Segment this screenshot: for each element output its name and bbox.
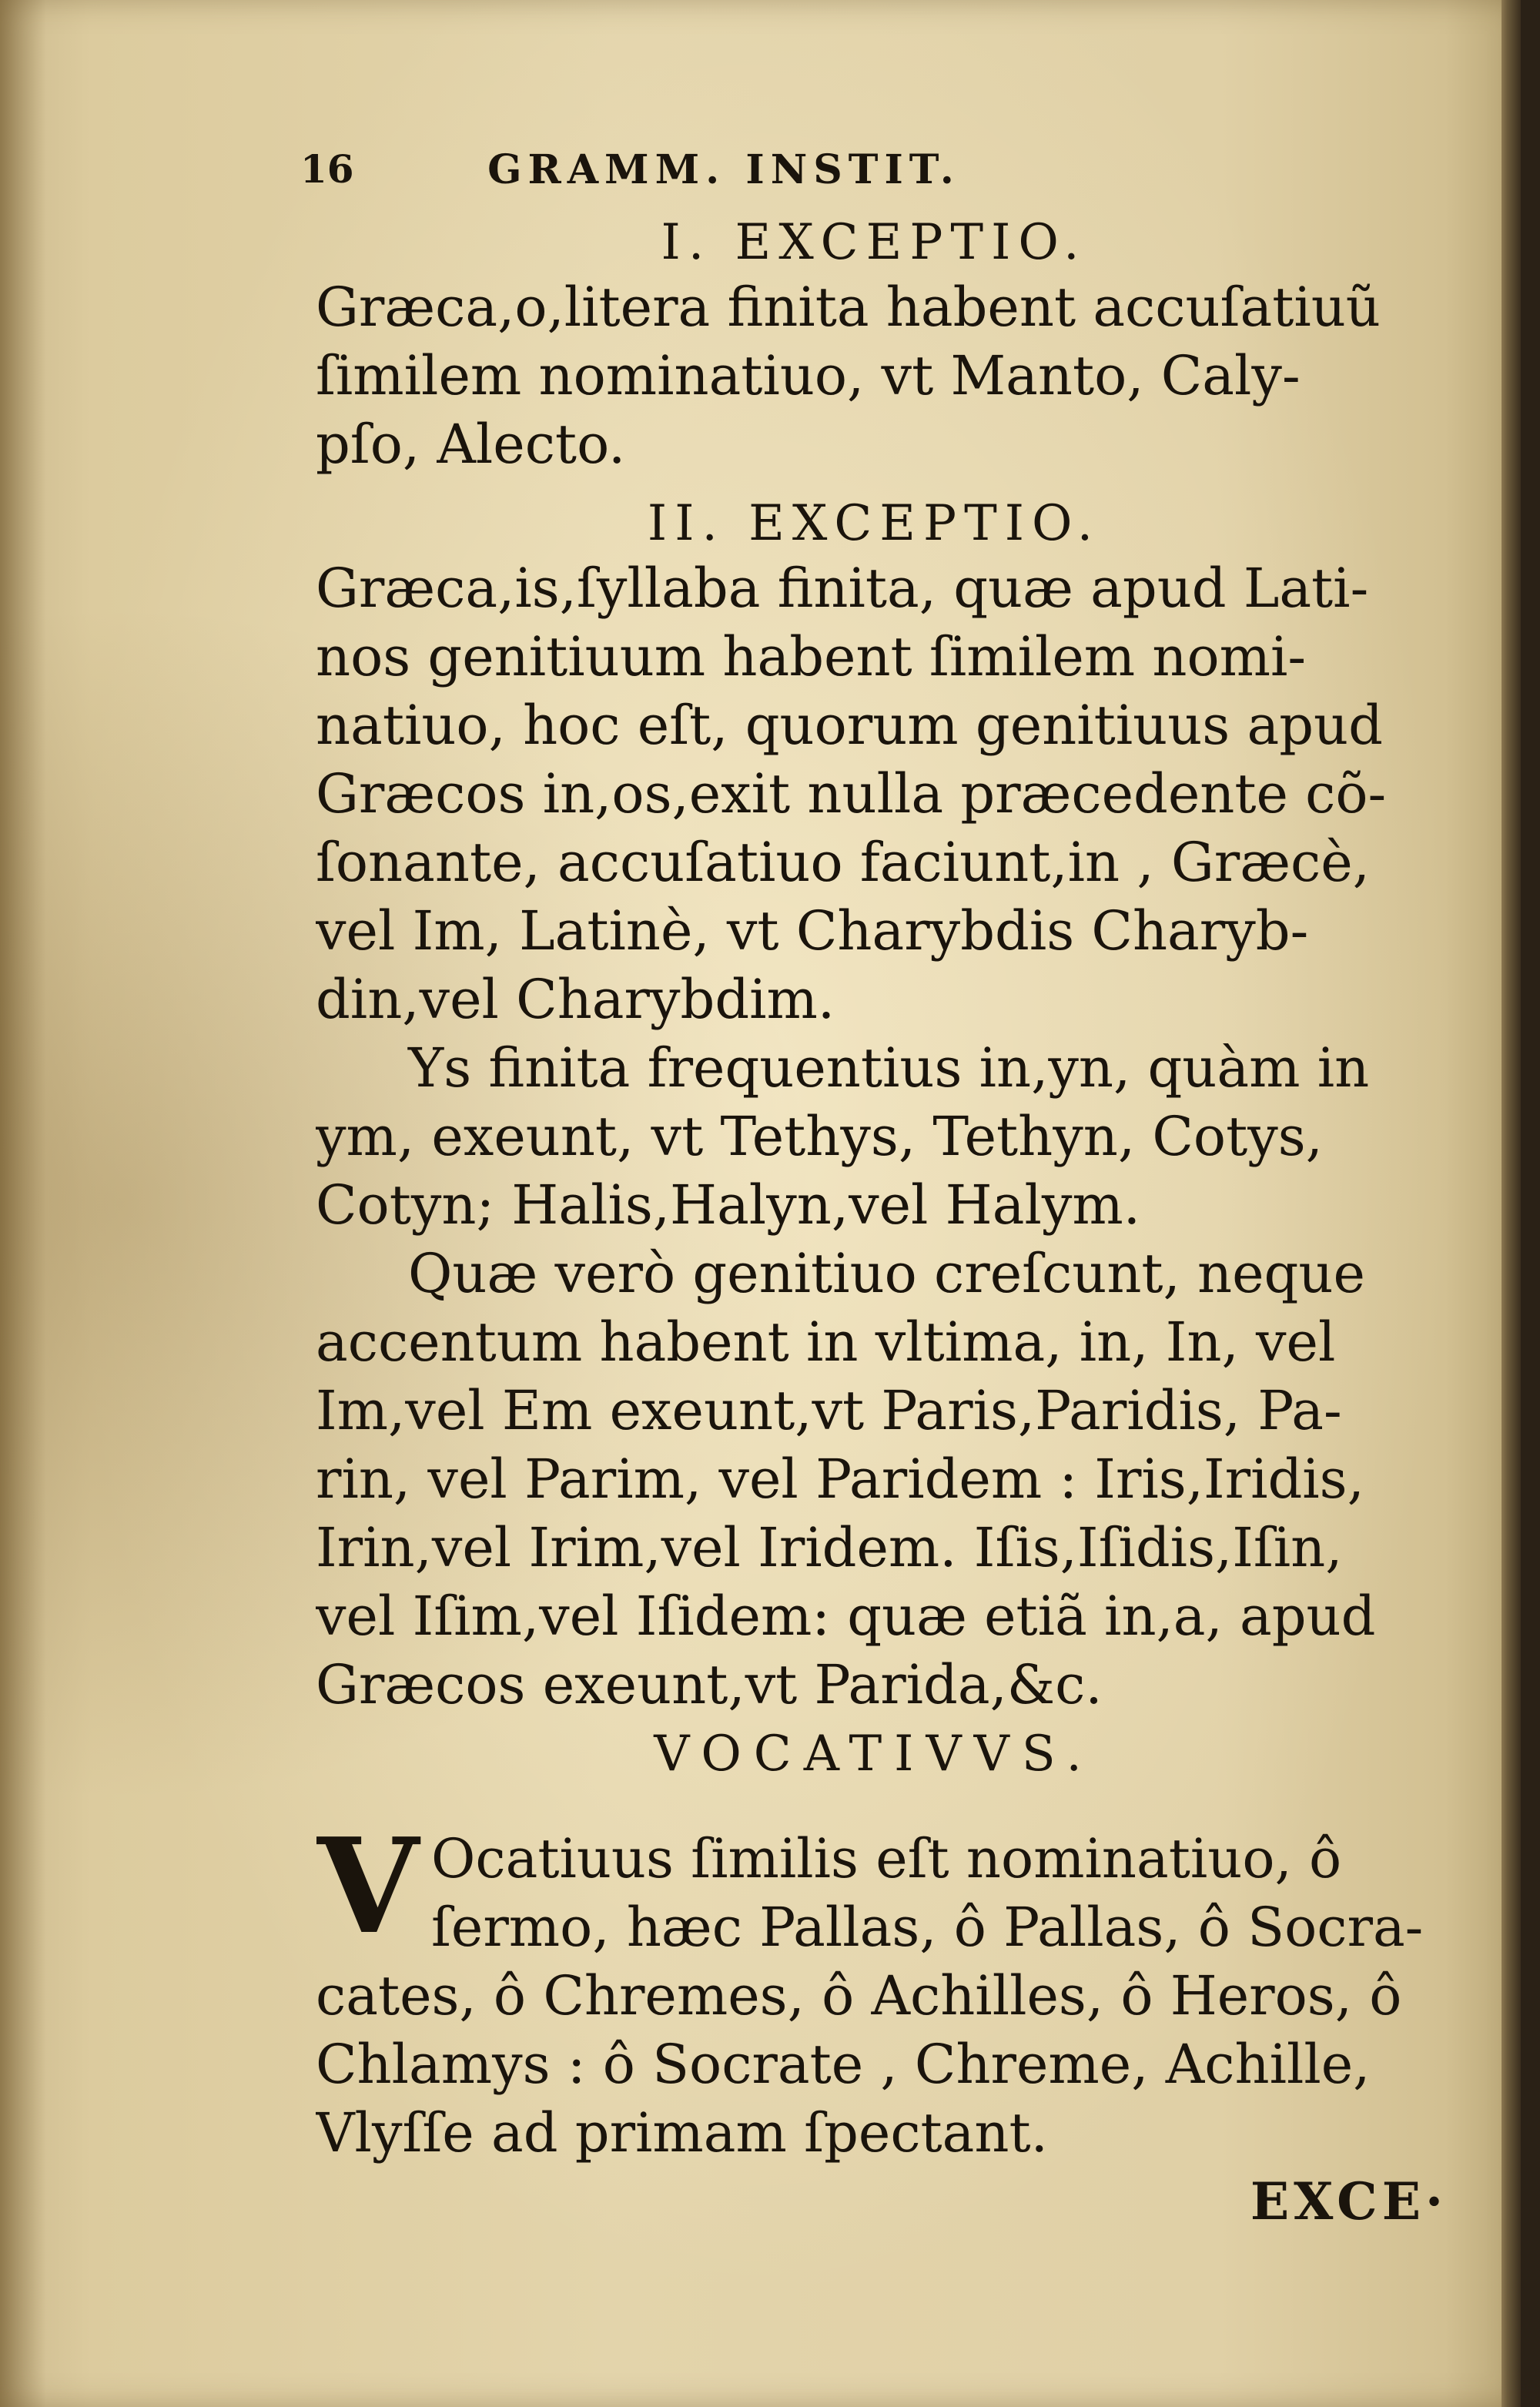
- page-edge: [1502, 0, 1521, 2407]
- text-line: cates, ô Chremes, ô Achilles, ô Heros, ô: [316, 1964, 1402, 2027]
- heading-vocativus: VOCATIVVS.: [654, 1726, 1094, 1783]
- text-line: Ocatiuus ſimilis eſt nominatiuo, ô: [431, 1827, 1342, 1890]
- text-line: vel Iſim,vel Iſidem: quæ etiã in,a, apud: [316, 1585, 1376, 1648]
- text-line: Vlyſſe ad primam ſpectant.: [316, 2101, 1048, 2164]
- catchword: EXCE·: [1250, 2171, 1448, 2231]
- text-line: Cotyn; Halis,Halyn,vel Halym.: [316, 1173, 1141, 1237]
- text-line: Chlamys : ô Socrate , Chreme, Achille,: [316, 2033, 1371, 2096]
- text-line: accentum habent in vltima, in, In, vel: [316, 1311, 1336, 1374]
- ys-paragraph: [316, 1034, 1448, 1240]
- text-line: Irin,vel Irim,vel Iridem. Iſis,Iſidis,Iſin,: [316, 1516, 1343, 1579]
- text-line: Græca,is,ſyllaba finita, quæ apud Lati-: [316, 557, 1369, 620]
- text-line: ſonante, accuſatiuo faciunt,in , Græcè,: [316, 831, 1370, 894]
- running-head: [300, 146, 1147, 200]
- exceptio-1-paragraph: [316, 273, 1448, 479]
- exceptio-2-paragraph: [316, 554, 1448, 1034]
- text-line: vel Im, Latinè, vt Charybdis Charyb-: [316, 899, 1309, 962]
- text-line: nos genitiuum habent ſimilem nomi-: [316, 625, 1307, 688]
- text-line: Im,vel Em exeunt,vt Paris,Paridis, Pa-: [316, 1379, 1342, 1442]
- page-number: 16: [300, 146, 354, 192]
- running-head-title: GRAMM. INSTIT.: [487, 146, 960, 193]
- text-line: Græca,o,litera finita habent accuſatiuũ: [316, 276, 1381, 339]
- text-line: Græcos in,os,exit nulla præcedente cõ-: [316, 762, 1387, 825]
- text-line: ym, exeunt, vt Tethys, Tethyn, Cotys,: [316, 1105, 1323, 1168]
- drop-cap: V: [317, 1809, 419, 1963]
- genitivo-paragraph: [316, 1240, 1448, 1719]
- text-line: ſimilem nominatiuo, vt Manto, Caly-: [316, 344, 1301, 407]
- text-line: Quæ verò genitiuo creſcunt, neque: [408, 1242, 1365, 1305]
- heading-exceptio-1: I. EXCEPTIO.: [661, 214, 1087, 271]
- text-line: natiuo, hoc eſt, quorum genitiuus apud: [316, 694, 1383, 757]
- text-line: Græcos exeunt,vt Parida,&c.: [316, 1653, 1103, 1716]
- text-line: Ys finita frequentius in,yn, quàm in: [408, 1036, 1370, 1100]
- page-gutter-shadow: [0, 0, 46, 2407]
- vocativus-paragraph: [316, 1825, 1448, 2168]
- text-line: pſo, Alecto.: [316, 413, 626, 476]
- text-line: ſermo, hæc Pallas, ô Pallas, ô Socra-: [431, 1896, 1424, 1959]
- text-line: rin, vel Parim, vel Paridem : Iris,Iridis,: [316, 1448, 1364, 1511]
- text-line: din,vel Charybdim.: [316, 968, 835, 1031]
- heading-exceptio-2: II. EXCEPTIO.: [647, 495, 1101, 552]
